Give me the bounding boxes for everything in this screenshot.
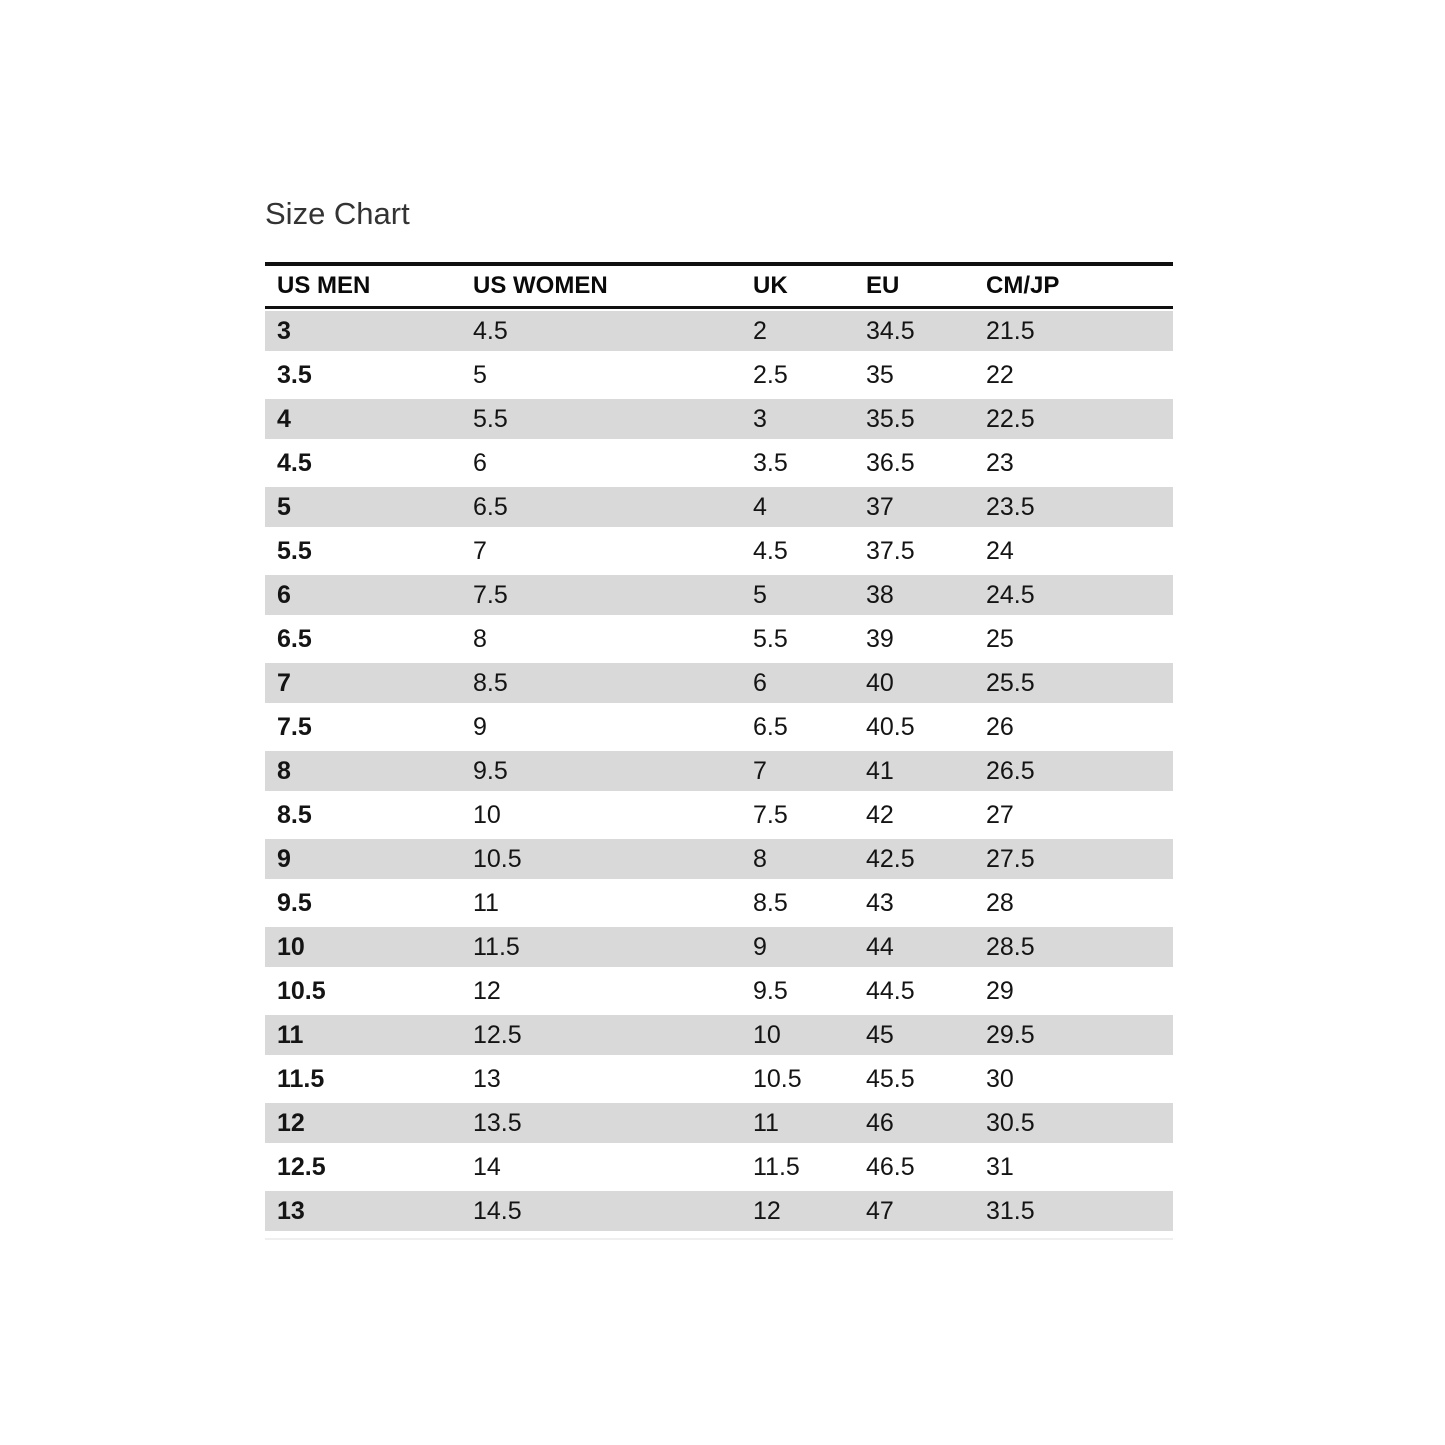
table-cell: 10.5 [741,1057,854,1101]
table-cell: 12 [461,969,741,1013]
table-cell: 7 [265,661,461,705]
table-row [265,353,1173,397]
table-cell: 12.5 [265,1145,461,1189]
table-cell: 3.5 [265,353,461,397]
table-cell: 8.5 [461,661,741,705]
page-title: Size Chart [265,196,410,231]
table-cell: 45.5 [854,1057,974,1101]
table-cell: 22 [974,353,1173,397]
table-cell: 46 [854,1101,974,1145]
table-cell: 5 [461,353,741,397]
table-cell: 9 [461,705,741,749]
table-cell: 14.5 [461,1189,741,1233]
column-header-eu: EU [854,266,974,309]
size-chart-section [265,196,1173,1240]
table-cell: 11 [741,1101,854,1145]
table-cell: 47 [854,1189,974,1233]
table-row [265,309,1173,353]
table-row [265,1101,1173,1145]
column-header-cm-jp: CM/JP [974,266,1173,309]
table-cell: 4 [741,485,854,529]
table-cell: 23.5 [974,485,1173,529]
table-cell: 11.5 [741,1145,854,1189]
table-cell: 4 [265,397,461,441]
table-cell: 38 [854,573,974,617]
table-cell: 11.5 [461,925,741,969]
table-cell: 37.5 [854,529,974,573]
table-cell: 13 [265,1189,461,1233]
table-cell: 44.5 [854,969,974,1013]
table-cell: 13.5 [461,1101,741,1145]
table-cell: 10.5 [461,837,741,881]
table-cell: 4.5 [461,309,741,353]
table-cell: 7.5 [461,573,741,617]
table-row [265,397,1173,441]
table-cell: 28.5 [974,925,1173,969]
table-cell: 8 [265,749,461,793]
table-cell: 7.5 [265,705,461,749]
table-cell: 6.5 [461,485,741,529]
table-cell: 8.5 [741,881,854,925]
table-row [265,969,1173,1013]
table-cell: 7 [461,529,741,573]
table-cell: 2.5 [741,353,854,397]
table-cell: 27 [974,793,1173,837]
table-cell: 5 [741,573,854,617]
table-cell: 10 [461,793,741,837]
table-cell: 2 [741,309,854,353]
table-row [265,1013,1173,1057]
table-cell: 9.5 [265,881,461,925]
table-cell: 6 [461,441,741,485]
table-cell: 21.5 [974,309,1173,353]
table-cell: 12 [741,1189,854,1233]
table-cell: 11 [461,881,741,925]
table-cell: 3 [741,397,854,441]
table-cell: 11.5 [265,1057,461,1101]
table-cell: 6 [265,573,461,617]
table-row [265,529,1173,573]
table-cell: 13 [461,1057,741,1101]
table-cell: 4.5 [741,529,854,573]
table-row [265,837,1173,881]
table-cell: 8 [461,617,741,661]
table-cell: 9 [741,925,854,969]
table-bottom-rule [265,1238,1173,1240]
table-cell: 40 [854,661,974,705]
table-cell: 25 [974,617,1173,661]
table-cell: 8 [741,837,854,881]
table-cell: 8.5 [265,793,461,837]
table-cell: 26.5 [974,749,1173,793]
table-row [265,573,1173,617]
size-table-body [265,309,1173,1233]
table-cell: 12.5 [461,1013,741,1057]
table-cell: 29 [974,969,1173,1013]
table-row [265,749,1173,793]
table-cell: 6.5 [741,705,854,749]
table-cell: 7.5 [741,793,854,837]
table-cell: 11 [265,1013,461,1057]
table-cell: 39 [854,617,974,661]
table-cell: 22.5 [974,397,1173,441]
table-row [265,661,1173,705]
table-row [265,881,1173,925]
table-row [265,485,1173,529]
table-cell: 24.5 [974,573,1173,617]
table-row [265,705,1173,749]
column-header-uk: UK [741,266,854,309]
table-cell: 10 [265,925,461,969]
table-row [265,617,1173,661]
table-cell: 26 [974,705,1173,749]
table-cell: 4.5 [265,441,461,485]
table-cell: 44 [854,925,974,969]
table-cell: 7 [741,749,854,793]
table-row [265,441,1173,485]
header-row [265,266,1173,309]
column-header-us-men: US MEN [265,266,461,309]
table-cell: 12 [265,1101,461,1145]
table-cell: 9 [265,837,461,881]
table-row [265,925,1173,969]
table-cell: 9.5 [461,749,741,793]
table-cell: 36.5 [854,441,974,485]
table-cell: 37 [854,485,974,529]
table-cell: 42.5 [854,837,974,881]
table-cell: 3.5 [741,441,854,485]
table-cell: 30.5 [974,1101,1173,1145]
table-cell: 46.5 [854,1145,974,1189]
table-cell: 10 [741,1013,854,1057]
table-cell: 9.5 [741,969,854,1013]
table-row [265,1057,1173,1101]
table-cell: 35.5 [854,397,974,441]
table-row [265,793,1173,837]
table-cell: 40.5 [854,705,974,749]
table-cell: 5 [265,485,461,529]
table-cell: 34.5 [854,309,974,353]
table-cell: 24 [974,529,1173,573]
table-cell: 23 [974,441,1173,485]
table-cell: 27.5 [974,837,1173,881]
table-cell: 5.5 [741,617,854,661]
column-header-us-women: US WOMEN [461,266,741,309]
table-cell: 10.5 [265,969,461,1013]
table-cell: 45 [854,1013,974,1057]
table-cell: 41 [854,749,974,793]
table-cell: 30 [974,1057,1173,1101]
table-cell: 3 [265,309,461,353]
table-cell: 5.5 [461,397,741,441]
size-chart-table [265,262,1173,1233]
table-row [265,1189,1173,1233]
size-table-header [265,266,1173,309]
table-cell: 6.5 [265,617,461,661]
table-cell: 43 [854,881,974,925]
table-cell: 31.5 [974,1189,1173,1233]
table-cell: 42 [854,793,974,837]
table-cell: 14 [461,1145,741,1189]
table-cell: 6 [741,661,854,705]
table-cell: 25.5 [974,661,1173,705]
table-cell: 29.5 [974,1013,1173,1057]
table-cell: 28 [974,881,1173,925]
table-cell: 5.5 [265,529,461,573]
table-cell: 31 [974,1145,1173,1189]
table-row [265,1145,1173,1189]
table-cell: 35 [854,353,974,397]
